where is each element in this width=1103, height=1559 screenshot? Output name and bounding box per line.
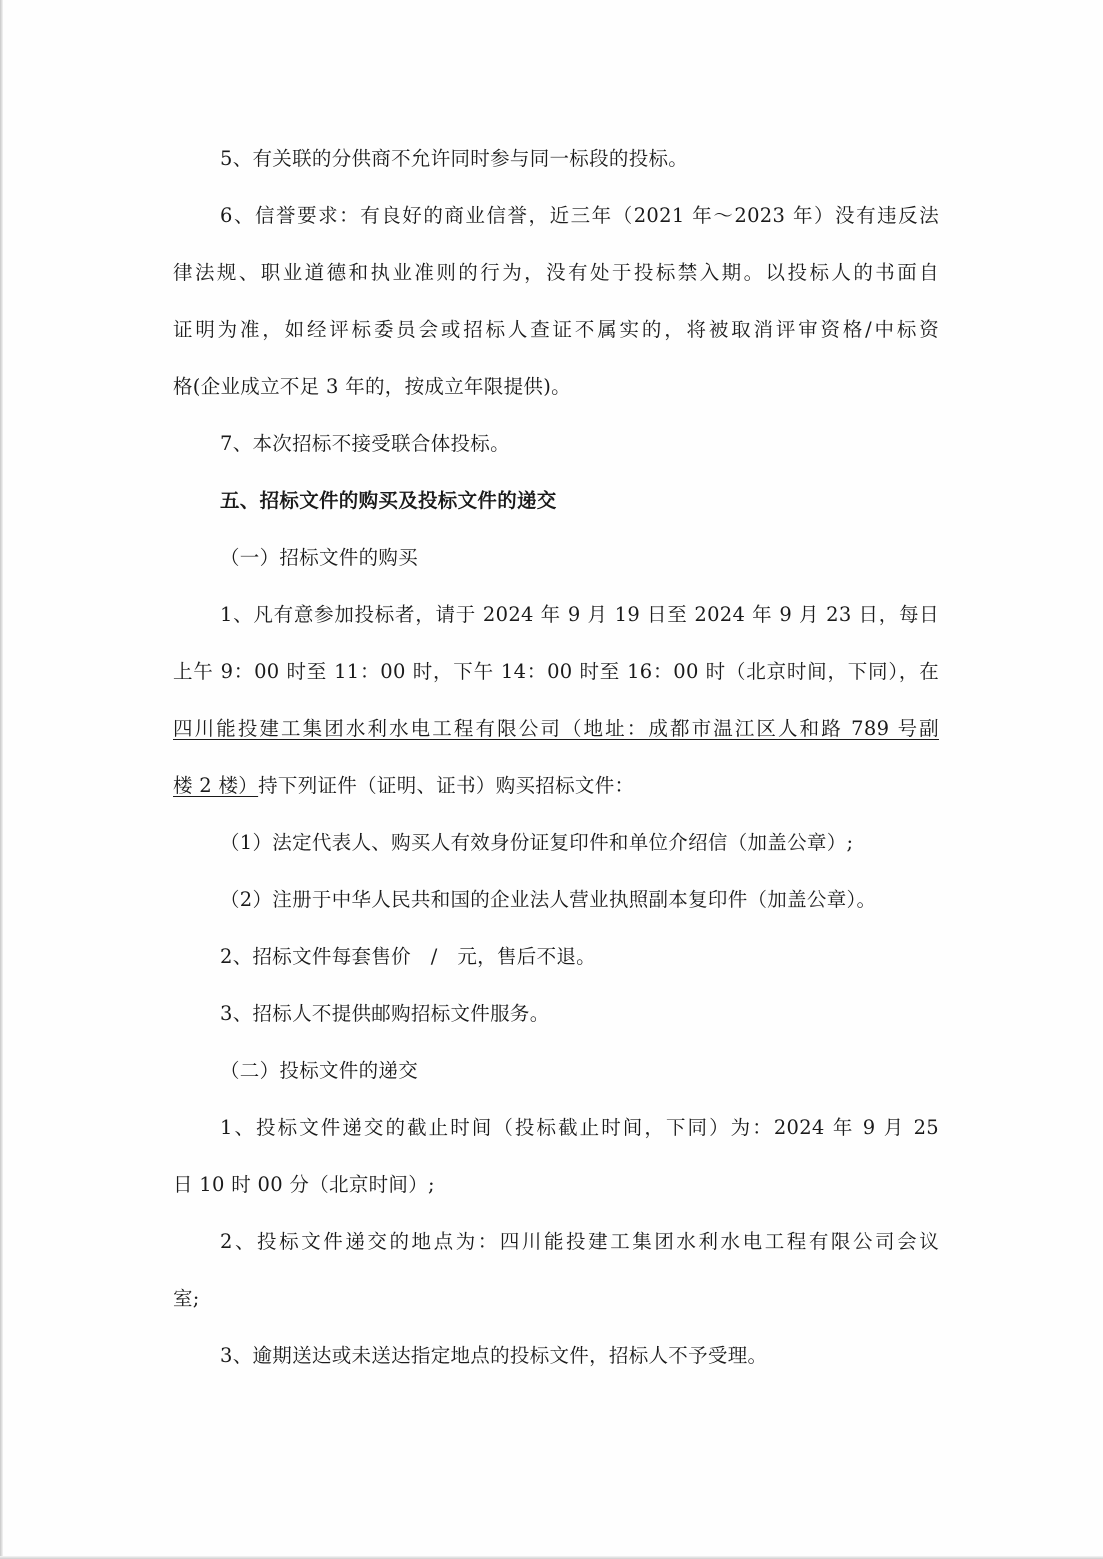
paragraph-item-5: 5、有关联的分供商不允许同时参与同一标段的投标。 [220,147,689,170]
purchase-no-mail: 3、招标人不提供邮购招标文件服务。 [220,1002,550,1025]
section-heading-5: 五、招标文件的购买及投标文件的递交 [220,489,557,512]
purchase-document-1: （1）法定代表人、购买人有效身份证复印件和单位介绍信（加盖公章）; [220,831,854,854]
purchase-document-2: （2）注册于中华人民共和国的企业法人营业执照副本复印件（加盖公章）。 [220,888,877,911]
purchase-line-4 [173,767,939,805]
paragraph-credit-line-4: 格(企业成立不足 3 年的，按成立年限提供)。 [173,375,571,398]
paragraph-credit-line-3: 证明为准，如经评标委员会或招标人查证不属实的，将被取消评审资格/中标资 [173,318,939,341]
purchase-price: 2、招标文件每套售价 / 元，售后不退。 [220,945,596,968]
purchase-address-line: 四川能投建工集团水利水电工程有限公司（地址：成都市温江区人和路 789 号副 [173,717,939,740]
purchase-documents-text: 持下列证件（证明、证书）购买招标文件： [258,774,635,797]
purchase-line-2: 上午 9：00 时至 11：00 时，下午 14：00 时至 16：00 时（北京时间，下同），在 [173,660,939,683]
submission-deadline-line-2: 日 10 时 00 分（北京时间）; [173,1173,435,1196]
submission-deadline-line-1: 1、投标文件递交的截止时间（投标截止时间，下同）为：2024 年 9 月 25 [220,1116,939,1139]
purchase-address-tail: 楼 2 楼） [173,774,259,797]
submission-late-rule: 3、逾期送达或未送达指定地点的投标文件，招标人不予受理。 [220,1344,768,1367]
subsection-heading-purchase: （一）招标文件的购买 [220,546,419,569]
submission-location-line-1: 2、投标文件递交的地点为：四川能投建工集团水利水电工程有限公司会议 [220,1230,939,1253]
submission-location-line-2: 室; [173,1287,200,1310]
paragraph-credit-line-2: 律法规、职业道德和执业准则的行为，没有处于投标禁入期。以投标人的书面自 [173,261,939,284]
subsection-heading-submission: （二）投标文件的递交 [220,1059,419,1082]
purchase-line-1: 1、凡有意参加投标者，请于 2024 年 9 月 19 日至 2024 年 9 月 23 日，每日 [220,603,939,626]
paragraph-credit-line-1: 6、信誉要求：有良好的商业信誉，近三年（2021 年～2023 年）没有违反法 [220,204,939,227]
paragraph-item-7: 7、本次招标不接受联合体投标。 [220,432,510,455]
document-body [173,140,939,1394]
scan-edge-left [0,0,3,1559]
